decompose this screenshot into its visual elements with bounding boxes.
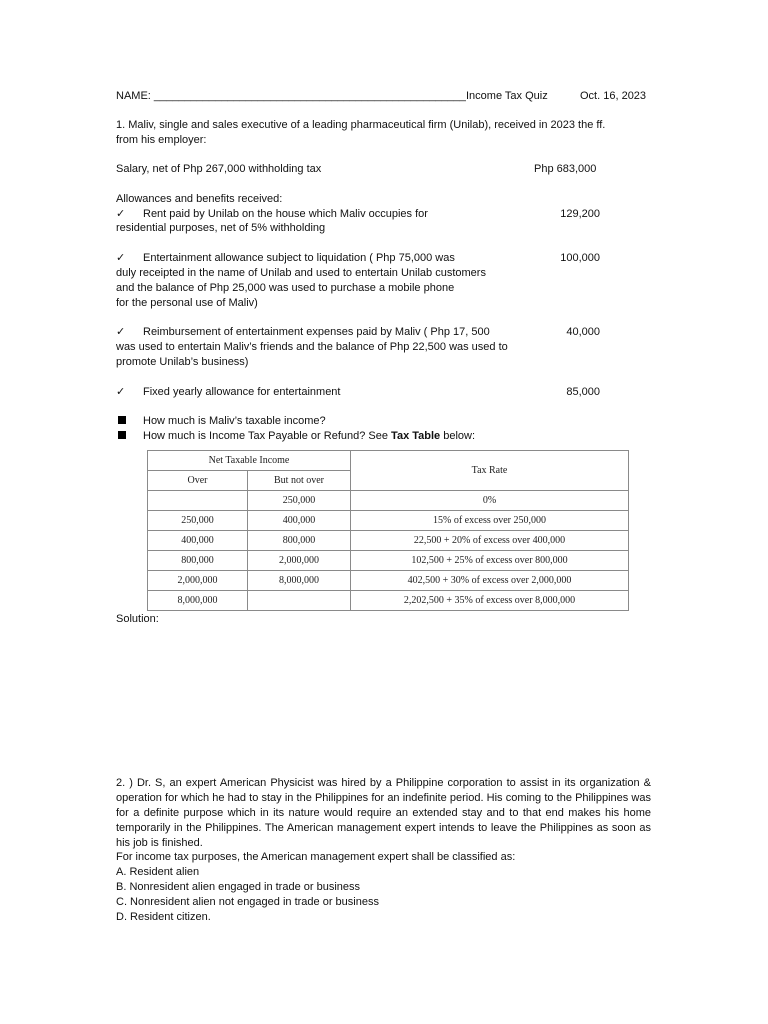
salary-amount: Php 683,000 [534, 163, 597, 175]
q2-option-d: D. Resident citizen. [116, 911, 211, 923]
quiz-date: Oct. 16, 2023 [580, 90, 647, 102]
tax-table-header-rate: Tax Rate [351, 451, 629, 491]
allowances-heading: Allowances and benefits received: [116, 193, 283, 205]
quiz-title: Income Tax Quiz [466, 90, 548, 102]
square-bullet-icon [118, 431, 126, 439]
q2-option-c: C. Nonresident alien not engaged in trade or business [116, 896, 379, 908]
allowance-item-entertainment: ✓ Entertainment allowance subject to liquidation ( Php 75,000 was [116, 252, 455, 264]
checkmark-icon: ✓ [116, 386, 126, 398]
allowance-rent-amount: 129,200 [560, 208, 600, 220]
allowance-entertainment-amount: 100,000 [560, 252, 600, 264]
table-row: 8,000,000 2,202,500 + 35% of excess over 8,000,000 [148, 591, 629, 611]
allowance-reimbursement-amount: 40,000 [566, 326, 600, 338]
allowance-item-rent-line2: residential purposes, net of 5% withholding [116, 222, 326, 234]
tax-table-header-group: Net Taxable Income [148, 451, 351, 471]
table-row: 800,000 2,000,000 102,500 + 25% of excess over 800,000 [148, 551, 629, 571]
allowance-item-reimbursement: ✓ Reimbursement of entertainment expenses paid by Maliv ( Php 17, 500 [116, 326, 490, 338]
table-row: 2,000,000 8,000,000 402,500 + 30% of excess over 2,000,000 [148, 571, 629, 591]
question-taxable-income: How much is Maliv’s taxable income? [118, 414, 326, 429]
q2-paragraph: 2. ) Dr. S, an expert American Physicist was hired by a Philippine corporation to assist in its organization & operation for which he had to stay in the Philippines for an indefinite period. His coming to the Philippines was for a definite purpose which in its nature would require an extended stay and to that end makes his home temporarily in the Philippines. The American management expert intends to leave the Philippines as soon as his job is finished. [116, 777, 651, 849]
q2-option-a: A. Resident alien [116, 866, 200, 878]
q2-prompt: For income tax purposes, the American management expert shall be classified as: [116, 851, 516, 863]
table-row: 400,000 800,000 22,500 + 20% of excess over 400,000 [148, 531, 629, 551]
allowance-item-rent: ✓ Rent paid by Unilab on the house which Maliv occupies for [116, 208, 428, 220]
checkmark-icon: ✓ [116, 326, 126, 338]
tax-table [147, 450, 629, 611]
solution-label: Solution: [116, 613, 159, 625]
checkmark-icon: ✓ [116, 208, 126, 220]
tax-table-header-over: Over [148, 471, 248, 491]
allowance-item-entertainment-line2: duly receipted in the name of Unilab and used to entertain Unilab customers [116, 267, 486, 279]
allowance-fixed-amount: 85,000 [566, 386, 600, 398]
name-field-label: NAME: ___________________________________________________ [116, 90, 466, 102]
question-tax-payable: How much is Income Tax Payable or Refund? See Tax Table below: [118, 429, 475, 444]
allowance-item-entertainment-line4: for the personal use of Maliv) [116, 297, 258, 309]
allowance-item-fixed: ✓ Fixed yearly allowance for entertainment [116, 386, 341, 398]
salary-label: Salary, net of Php 267,000 withholding tax [116, 163, 322, 175]
tax-table-header-not-over: But not over [248, 471, 351, 491]
table-row: 250,000 0% [148, 491, 629, 511]
checkmark-icon: ✓ [116, 252, 126, 264]
allowance-item-reimbursement-line2: was used to entertain Maliv’s friends and the balance of Php 22,500 was used to [116, 341, 508, 353]
q1-intro-line1: 1. Maliv, single and sales executive of a leading pharmaceutical firm (Unilab), received in 2023 the ff. [116, 119, 606, 131]
square-bullet-icon [118, 416, 126, 424]
q2-option-b: B. Nonresident alien engaged in trade or business [116, 881, 360, 893]
table-row: 250,000 400,000 15% of excess over 250,000 [148, 511, 629, 531]
allowance-item-entertainment-line3: and the balance of Php 25,000 was used to purchase a mobile phone [116, 282, 455, 294]
q1-intro-line2: from his employer: [116, 134, 207, 146]
allowance-item-reimbursement-line3: promote Unilab’s business) [116, 356, 249, 368]
